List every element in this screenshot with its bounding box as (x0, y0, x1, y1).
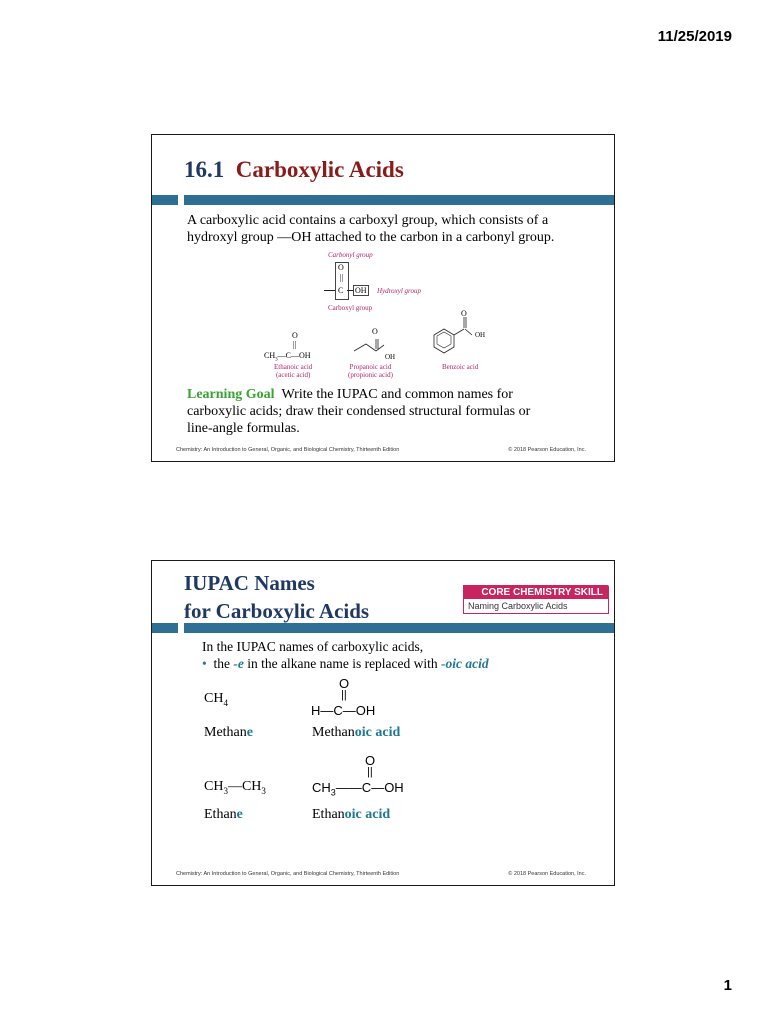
benzoic-structure (426, 311, 502, 361)
acetic-formula: $CH_3——C—OH$ (312, 780, 404, 798)
core-skill-heading: CORE CHEMISTRY SKILL (463, 585, 609, 599)
ethanoic-common: (acetic acid) (275, 371, 311, 379)
ethanoic-o: O (292, 331, 298, 340)
hydroxyl-label: Hydroxyl group (377, 287, 421, 295)
ethanoic-name: Ethanoic acid (274, 363, 313, 371)
bullet-line (202, 655, 489, 672)
ethane-stem: Ethan (204, 807, 237, 822)
ethanoic-formula: $CH_3—C—OH$ (264, 351, 311, 363)
ethanoic-double-bond: || (293, 340, 297, 349)
intro-text (202, 638, 489, 672)
benzoic-oh: OH (475, 331, 486, 339)
ethanoic-ch: CH (264, 351, 276, 360)
propanoic-common: (propionic acid) (348, 371, 393, 379)
slide-title (184, 157, 404, 183)
bullet-e-suffix: -e (233, 656, 244, 671)
goal-line-1: Write the IUPAC and common names for (281, 387, 513, 402)
ethane-sub-b: 3 (261, 785, 266, 796)
formic-double-bond: || (341, 689, 347, 701)
acetic-oh: OH (384, 780, 404, 795)
formic-formula: H—C—OH (311, 703, 376, 718)
formic-c: C (333, 703, 343, 718)
methanoic-name (312, 725, 400, 741)
acetic-c: C (361, 780, 372, 795)
slide-title (184, 569, 369, 625)
methane-name (204, 725, 253, 741)
ethane-ch-b: —CH (227, 779, 262, 794)
ethanoic-ending: oic acid (344, 807, 391, 822)
bullet-mid: in the alkane name is replaced with (247, 656, 438, 671)
section-title: Carboxylic Acids (235, 157, 404, 182)
methanoic-ending: oic acid (354, 725, 401, 740)
intro-line: In the IUPAC names of carboxylic acids, (202, 639, 424, 654)
ethane-sub-a: 3 (223, 785, 228, 796)
propanoic-label (348, 363, 393, 379)
ethanoic-oh: OH (298, 351, 311, 360)
footer-citation: Chemistry: An Introduction to General, Organic, and Biological Chemistry, Thirteenth Edition (176, 871, 400, 877)
carboxyl-label: Carboxyl group (328, 304, 373, 312)
carbonyl-label: Carbonyl group (328, 251, 373, 259)
slide-iupac-names (151, 560, 615, 886)
ethanoic-c: C (285, 351, 291, 360)
title-line-2: for Carboxylic Acids (184, 599, 370, 623)
carbonyl-o: O (338, 263, 344, 272)
ethanoic-stem: Ethan (312, 807, 345, 822)
ethane-ch-a: CH (204, 779, 224, 794)
title-bar (184, 195, 614, 205)
methanoic-stem: Methan (312, 725, 355, 740)
hydroxyl-oh: OH (355, 286, 367, 295)
methane-formula (204, 691, 228, 708)
title-bar-left (152, 195, 178, 205)
intro-line-1: A carboxylic acid contains a carboxyl group, which consists of a (187, 213, 549, 228)
footer-copyright: © 2018 Pearson Education, Inc. (508, 447, 586, 453)
carboxyl-figure (262, 249, 502, 377)
footer-citation: Chemistry: An Introduction to General, Organic, and Biological Chemistry, Thirteenth Edition (176, 447, 400, 453)
ethanoic-sub: 3 (275, 357, 278, 363)
formic-h: H (311, 703, 321, 718)
bond-left (324, 290, 335, 291)
methane-ch: CH (204, 691, 224, 706)
methane-ending: e (246, 725, 253, 740)
formic-o: O (339, 676, 350, 691)
core-skill-topic: Naming Carboxylic Acids (463, 599, 609, 614)
methane-sub: 4 (223, 697, 228, 708)
bullet-pre: the (213, 656, 230, 671)
formic-oh: OH (355, 703, 376, 718)
bullet-dot: • (202, 656, 207, 671)
acetic-sub: 3 (330, 787, 336, 798)
benzoic-o: O (461, 309, 467, 318)
learning-goal-label: Learning Goal (187, 387, 275, 402)
intro-text (187, 212, 554, 246)
page-number: 1 (723, 977, 732, 994)
carboxyl-c: C (338, 286, 344, 295)
ethanoic-label (274, 363, 312, 379)
intro-line-2: hydroxyl group —OH attached to the carbon in a carbonyl group. (187, 230, 555, 245)
title-bar-left (152, 623, 178, 633)
propanoic-oh: OH (385, 353, 396, 361)
propanoic-structure (354, 331, 404, 361)
bullet-oic-suffix: -oic acid (441, 656, 489, 671)
section-number: 16.1 (184, 157, 225, 182)
ethane-ending: e (236, 807, 243, 822)
footer-copyright: © 2018 Pearson Education, Inc. (508, 871, 586, 877)
benzoic-name: Benzoic acid (442, 363, 479, 371)
goal-line-3: line-angle formulas. (187, 421, 300, 436)
ethane-name (204, 807, 243, 823)
core-skill-box (463, 585, 609, 619)
date-header: 11/25/2019 (657, 28, 732, 45)
ethanoic-name (312, 807, 390, 823)
slide-carboxylic-acids (151, 134, 615, 462)
propanoic-name: Propanoic acid (349, 363, 392, 371)
title-line-1: IUPAC Names (184, 571, 315, 595)
acetic-double-bond: || (367, 766, 373, 778)
double-bond: || (340, 273, 344, 282)
acetic-ch: CH (312, 780, 331, 795)
methane-stem: Methan (204, 725, 247, 740)
propanoic-o: O (372, 327, 378, 336)
ethane-formula (204, 779, 266, 796)
acetic-o: O (365, 753, 376, 768)
title-bar (184, 623, 614, 633)
learning-goal (187, 386, 530, 437)
goal-line-2: carboxylic acids; draw their condensed structural formulas or (187, 404, 531, 419)
